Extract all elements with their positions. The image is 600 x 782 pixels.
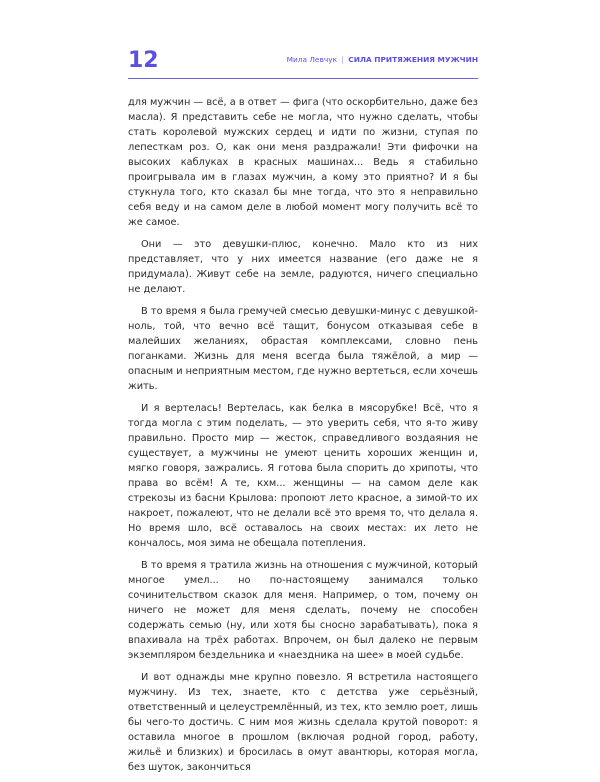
author-name: Мила Левчук	[286, 55, 338, 64]
paragraph: для мужчин — всё, а в ответ — фига (что оскорбительно, даже без масла). Я представить себе не могла, что нужно сделать, чтобы стать королевой мужских сердец и идти по жизни, ступая по лепесткам роз. О, как они меня раздражали! Эти фифочки на высоких каблуках в красных машинах... Ведь я стабильно проигрывала им в глазах мужчин, а кому это приятно? И я бы стукнула того, кто сказал бы мне тогда, что это я неправильно себя веду и на самом деле в любой момент могу получить всё то же самое.	[128, 97, 478, 228]
running-head	[287, 54, 478, 66]
header-rule	[128, 78, 478, 79]
paragraph: И я вертелась! Вертелась, как белка в мясорубке! Всё, что я тогда могла с этим поделать, — это уверить себя, что я-то живу правильно. Просто мир — жесток, справедливого воздаяния не существует, а мужчины не умеют ценить хороших женщин и, мягко говоря, зажрались. Я готова была спорить до хрипоты, что права во всём! А те, кхм... женщины — на самом деле как стрекозы из басни Крылова: пропоют лето красное, а зимой-то их накроет, пожалеют, что не делали всё это время то, что делала я. Но время шло, всё оставалось на своих местах: их лето не кончалось, моя зима не обещала потепления.	[128, 403, 478, 549]
page-header	[128, 48, 478, 78]
page-number: 12	[128, 48, 159, 73]
paragraph: Они — это девушки-плюс, конечно. Мало кто из них представляет, что у них имеется название (его даже не я придумала). Живут себе на земле, радуются, ничего специально не делают.	[128, 239, 478, 295]
paragraph: В то время я была гремучей смесью девушки-минус с девушкой-ноль, той, что вечно всё тащит, бонусом отказывая себе в малейших желаниях, обрастая комплексами, словно пень поганками. Жизнь для меня всегда была тяжёлой, а мир — опасным и неприятным местом, где нужно вертеться, если хочешь жить.	[128, 306, 478, 392]
paragraph: И вот однажды мне крупно повезло. Я встретила настоящего мужчину. Из тех, знаете, кто с детства уже серьёзный, ответственный и целеустремлённый, из тех, кто землю роет, лишь бы чего-то достичь. С ним моя жизнь сделала крутой поворот: я оставила многое в прошлом (включая родной город, работу, жильё и близких) и бросилась в омут авантюры, которая могла, без шуток, закончиться	[128, 672, 478, 773]
header-separator: |	[341, 55, 344, 64]
book-title: СИЛА ПРИТЯЖЕНИЯ МУЖЧИН	[348, 55, 478, 64]
paragraph: В то время я тратила жизнь на отношения с мужчиной, который многое умел... но по-настоящему занимался только сочинительством сказок для меня. Например, о том, почему он ничего не может для меня сделать, почему не способен содержать семью (ну, или хотя бы сносно зарабатывать), пока я впахивала на трёх работах. Впрочем, он был далеко не первым экземпляром бездельника и «наездника на шее» в моей судьбе.	[128, 560, 478, 661]
body-text	[128, 95, 478, 782]
